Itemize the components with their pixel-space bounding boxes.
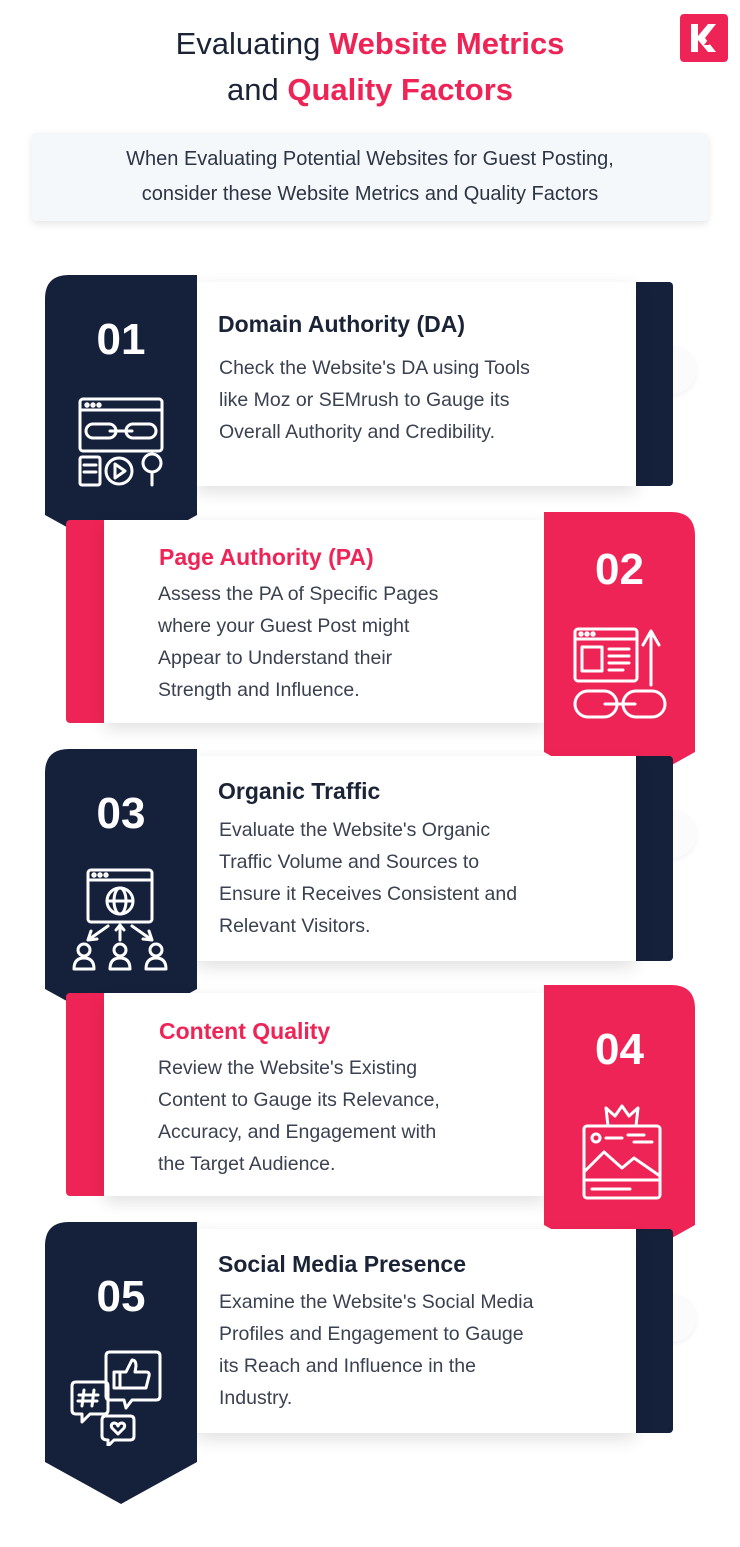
page-title-line-2 bbox=[0, 67, 740, 113]
intro-line-1: When Evaluating Potential Websites for Guest Posting, bbox=[126, 148, 614, 170]
item-4-desc-line: the Target Audience. bbox=[158, 1153, 336, 1175]
item-1-desc-line: Check the Website's DA using Tools bbox=[219, 357, 530, 379]
page-link-arrow-icon bbox=[573, 625, 669, 728]
intro-line-2: consider these Website Metrics and Quality Factors bbox=[141, 183, 599, 205]
item-1-title: Domain Authority (DA) bbox=[218, 311, 466, 337]
item-2-desc-line: where your Guest Post might bbox=[158, 615, 410, 637]
item-5-desc-line: Industry. bbox=[219, 1387, 293, 1409]
item-2-desc-line: Assess the PA of Specific Pages bbox=[158, 583, 439, 605]
crown-content-icon bbox=[582, 1102, 662, 1205]
item-3-accent-bar bbox=[636, 756, 673, 961]
item-2-title: Page Authority (PA) bbox=[159, 544, 374, 570]
item-2-accent-bar bbox=[66, 520, 104, 723]
item-4-desc bbox=[158, 1052, 440, 1180]
item-3-desc-line: Traffic Volume and Sources to bbox=[219, 851, 480, 873]
item-3-number: 03 bbox=[96, 789, 146, 838]
item-3-badge bbox=[45, 749, 197, 1031]
item-4-accent-bar bbox=[66, 993, 104, 1196]
item-2-desc-line: Strength and Influence. bbox=[158, 679, 360, 701]
page-title-line-1 bbox=[0, 21, 740, 67]
item-3-desc-line: Evaluate the Website's Organic bbox=[219, 819, 491, 841]
item-4-desc-line: Accuracy, and Engagement with bbox=[158, 1121, 437, 1143]
title-plain-1: Evaluating bbox=[175, 26, 321, 61]
item-2-number: 02 bbox=[595, 545, 644, 594]
item-3-desc-line: Ensure it Receives Consistent and bbox=[219, 883, 518, 905]
item-2-desc bbox=[158, 578, 438, 706]
km-logo-icon bbox=[680, 14, 728, 62]
item-5-number: 05 bbox=[96, 1272, 146, 1321]
item-5-badge bbox=[45, 1222, 197, 1504]
title-highlight-2: Quality Factors bbox=[287, 72, 514, 107]
item-1-desc-line: like Moz or SEMrush to Gauge its bbox=[219, 389, 510, 411]
item-1-number: 01 bbox=[96, 315, 146, 364]
intro-box bbox=[32, 133, 708, 221]
item-5-title: Social Media Presence bbox=[218, 1251, 467, 1277]
item-4-badge bbox=[544, 985, 695, 1267]
item-5-desc-line: Profiles and Engagement to Gauge bbox=[219, 1323, 524, 1345]
item-5-desc-line: Examine the Website's Social Media bbox=[219, 1291, 534, 1313]
item-3-desc bbox=[219, 814, 517, 942]
item-1-badge bbox=[45, 275, 197, 557]
item-5-desc-line: its Reach and Influence in the bbox=[219, 1355, 476, 1377]
title-plain-2: and bbox=[226, 72, 279, 107]
item-4-desc-line: Review the Website's Existing bbox=[158, 1057, 418, 1079]
intro-text bbox=[126, 142, 614, 212]
item-4-number: 04 bbox=[595, 1025, 644, 1074]
title-highlight-1: Website Metrics bbox=[328, 26, 565, 61]
item-3-desc-line: Relevant Visitors. bbox=[219, 915, 371, 937]
item-1-desc-line: Overall Authority and Credibility. bbox=[219, 421, 496, 443]
link-video-search-icon bbox=[78, 397, 166, 492]
item-1-desc bbox=[219, 352, 530, 448]
globe-visitors-icon bbox=[72, 868, 170, 977]
item-4-title: Content Quality bbox=[159, 1018, 331, 1044]
item-5-accent-bar bbox=[636, 1229, 673, 1433]
item-3-title: Organic Traffic bbox=[218, 778, 381, 804]
item-1-accent-bar bbox=[636, 282, 673, 486]
item-2-desc-line: Appear to Understand their bbox=[158, 647, 393, 669]
social-chat-like-icon bbox=[70, 1348, 162, 1451]
item-2-badge bbox=[544, 512, 695, 794]
item-5-desc bbox=[219, 1286, 533, 1414]
item-4-desc-line: Content to Gauge its Relevance, bbox=[158, 1089, 440, 1111]
